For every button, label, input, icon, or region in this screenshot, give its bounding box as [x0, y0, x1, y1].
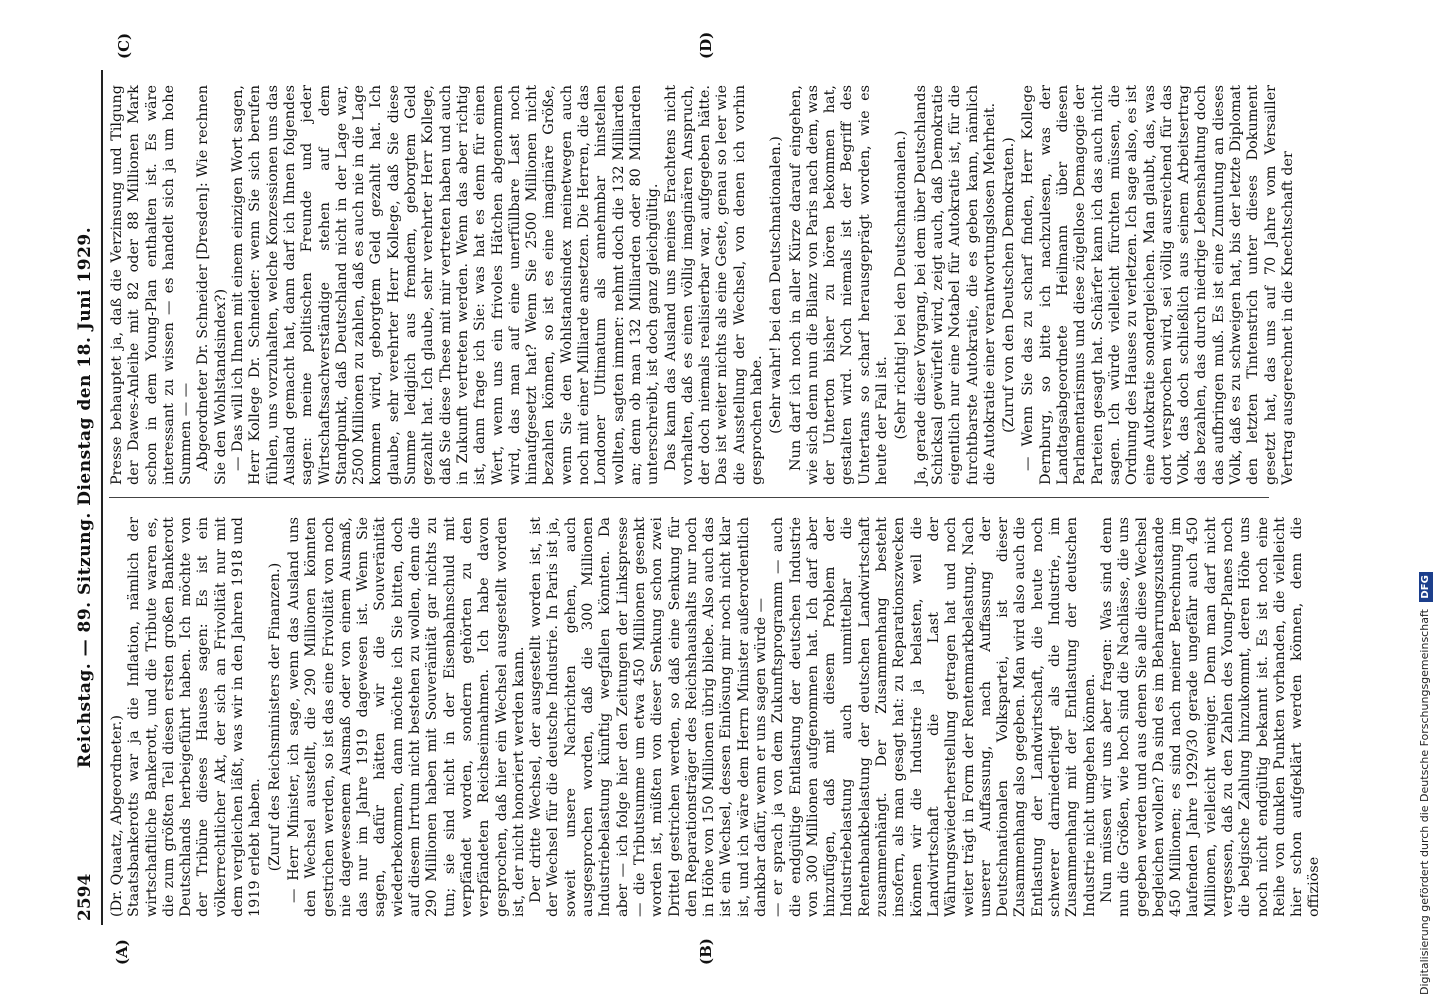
column-2-paragraph: Das kann das Ausland uns meines Erachtens nicht vorhalten, daß es einen völlig imaginären Anspruch, der doch niemals realisierbar war, aufgegeben hätte. Das ist weiter nichts als eine Geste, genau so leer wie die Ausstellung der Wechsel, von denen ich vorhin gesprochen habe. — [662, 85, 765, 485]
running-head: Reichstag. — 89. Sitzung. Dienstag den 18. Juni 1929. — [75, 226, 95, 769]
column-1-paragraph: (Dr. Quaatz, Abgeordneter.) — [109, 715, 125, 917]
page-number: 2594 — [75, 873, 95, 921]
column-2-paragraph: — Wenn Sie das zu scharf finden, Herr Kollege Dernburg, so bitte ich nachzulesen, was der Landtagsabgeordnete Heilmann über diesen Parlamentarismus und diese zügellose Demagogie der Parteien gesagt hat. Schärfer kann ich das auch nicht sagen. Ich würde vielleicht fürchten müssen, die Ordnung des Hauses zu verletzen. Ich sage also, es ist eine Autokratie sondergleichen. Man glaubt, das, was dort versprochen wird, sei völlig ausreichend für das Volk, das doch schließlich aus seinem Arbeitsertrag das bezahlen, das durch niedrige Lebenshaltung doch das aufbringen muß. Es ist eine Zumutung an dieses Volk, daß es zu schweigen hat, bis der letzte Diplomat den letzten Tintenstrich unter dieses Dokument gesetzt hat, das uns auf 70 Jahre vom Versailler Vertrag ausgerechnet in die Knechtschaft der — [1020, 85, 1296, 485]
column-2-paragraph: (Zuruf von den Deutschen Demokraten.) — [1001, 137, 1018, 433]
text-column-left — [109, 517, 1323, 917]
rotated-print-area — [75, 31, 1323, 965]
column-divider — [109, 497, 1269, 498]
column-2-paragraph: Ja, gerade dieser Vorgang, bei dem über Deutschlands Schicksal gewürfelt wird, zeigt auch, daß Demokratie eigentlich nur eine Notabel für Autokratie ist, für die furchtbarste Autokratie, die es geben kann, nämlich die Autokratie einer verantwortungslosen Mehrheit. — [912, 85, 998, 485]
column-1-paragraph: — er sprach ja von dem Zukunftsprogramm — auch die endgültige Entlastung der deutschen Industrie von 300 Millionen aufgenommen hat. Ich darf aber hinzufügen, daß mit diesem Problem der Industriebelastung auch unmittelbar die Rentenbankbelastung der deutschen Landwirtschaft zusammenhängt. Der Zusammenhang besteht insofern, als man gesagt hat: zu Reparationszwecken können wir die Industrie ja belasten, weil die Landwirtschaft die Last der Währungswiederherstellung getragen hat und noch weiter trägt in Form der Rentenmarkbelastung. Nach unserer Auffassung, nach Auffassung der Deutschnationalen Volkspartei, ist dieser Zusammenhang also gegeben. Man wird also auch die Entlastung der Landwirtschaft, die heute noch schwerer darniederliegt als die Industrie, im Zusammenhang mit der Entlastung der deutschen Industrie nicht umgehen können. — [770, 517, 1098, 917]
margin-marker-b: (B) — [697, 938, 715, 965]
page-header — [75, 70, 97, 925]
column-2-paragraph: Nun darf ich noch in aller Kürze darauf eingehen, wie sich denn nun die Bilanz von Paris nach dem, was der Unterton bisher zu hören bekommen hat, gestalten wird. Noch niemals ist der Begriff des Untertans so scharf herausgeprägt worden, wie es heute der Fall ist. — [787, 85, 891, 485]
header-rule — [101, 70, 103, 925]
margin-marker-d: (D) — [697, 31, 715, 59]
column-2-paragraph: — Das will ich Ihnen mit einem einzigen Wort sagen, Herr Kollege Dr. Schneider: wenn Sie sich berufen fühlen, uns vorzuhalten, welche Konzessionen uns das Ausland gemacht hat, dann darf ich Ihnen folgendes sagen: meine politischen Freunde und jeder Wirtschaftssachverständige stehen auf dem Standpunkt, daß Deutschland nicht in der Lage war, 2500 Millionen zu zahlen, daß es auch nie in die Lage kommen wird, geborgtem Geld gezahlt hat. Ich glaube, sehr verehrter Herr Kollege, daß Sie diese Summe lediglich aus fremdem, geborgtem Geld gezahlt hat. Ich glaube, sehr verehrter Herr Kollege, daß Sie diese These mit mir vertreten haben und auch in Zukunft vertreten werden. Wenn das aber richtig ist, dann frage ich Sie: was hat es denn für einen Wert, wenn uns ein frivoles Hätchen abgenommen wird, das man auf eine unerfüllbare Last noch hinaufgesetzt hat? Wenn Sie 2500 Millionen nicht bezahlen können, so ist es eine imaginäre Größe, wenn Sie den Wohlstandsindex meinetwegen auch noch mit einer Milliarde ansetzen. Die Herren, die das Londoner Ultimatum als annehmbar hinstellen wollten, sagten immer: nehmt doch die 132 Milliarden an; denn ob man 132 Milliarden oder 80 Milliarden unterschreibt, ist doch ganz gleichgültig. — [230, 85, 662, 485]
column-1-paragraph: Der dritte Wechsel, der ausgestellt worden ist, ist der Wechsel für die deutsche Industrie. In Paris ist ja, soweit unsere Nachrichten gehen, auch ausgesprochen worden, daß die 300 Millionen Industriebelastung künftig wegfallen könnten. Da aber — ich folge hier den Zeitungen der Linkspresse — die Tributsumme um etwa 450 Millionen gesenkt worden ist, müßten von dieser Senkung schon zwei Drittel gestrichen werden, so daß eine Senkung für den Reparationsträger des Reichshaushalts nur noch in Höhe von 150 Millionen übrig bliebe. Also auch das ist ein Wechsel, dessen Einlösung mir noch nicht klar ist, und ich wäre dem Herrn Minister außerordentlich dankbar dafür, wenn er uns sagen würde — — [528, 517, 769, 917]
margin-marker-c: (C) — [115, 32, 133, 59]
text-column-right — [109, 85, 1296, 485]
column-1-paragraph: Nun müssen wir uns aber fragen: Was sind denn nun die Größen, wie hoch sind die Nachlässe, die uns gegeben werden und aus denen Sie alle diese Wechsel begleichen wollen? Da sind es im Beharrungszustande 450 Millionen; es sind nach meiner Berechnung im laufenden Jahre 1929/30 gerade ungefähr auch 450 Millionen, vielleicht weniger. Denn man darf nicht vergessen, daß zu den Zahlen des Young-Planes noch die belgische Zahlung hinzukommt, deren Höhe uns noch nicht endgültig bekannt ist. Es ist noch eine Reihe von dunklen Punkten vorhanden, die vielleicht hier schon aufgeklärt werden können, denn die offiziöse — [1098, 517, 1323, 917]
column-2-paragraph: Presse behauptet ja, daß die Verzinsung und Tilgung der Dawes-Anleihe mit 82 oder 88 Millionen Mark schon in dem Young-Plan enthalten ist. Es wäre interessant zu wissen — es handelt sich ja um hohe Summen — — — [109, 85, 195, 485]
column-1-paragraph: — Herr Minister, ich sage, wenn das Ausland uns den Wechsel ausstellt, die 290 Millionen könnten gestrichen werden, so ist das eine Frivolität von noch nie dagewesenem Ausmaß oder von einem Ausmaß, das nur im Jahre 1919 dagewesen ist. Wenn Sie sagen, dafür hätten wir die Souveränität wiederbekommen, dann möchte ich Sie bitten, doch auf diesem Irrtum nicht bestehen zu wollen, denn die 290 Millionen haben mit Souveränität gar nichts zu tun; sie sind nicht in der Eisenbahnschuld mit verpfändet worden, sondern gehörten zu den verpfändeten Reichseinnahmen. Ich habe davon gesprochen, daß hier ein Wechsel ausgestellt worden ist, der nicht honoriert werden kann. — [285, 517, 527, 917]
margin-marker-a: (A) — [113, 939, 131, 965]
column-2-paragraph: (Sehr wahr! bei den Deutschnationalen.) — [768, 136, 785, 434]
dfg-logo: DFG — [1419, 572, 1433, 601]
column-2-paragraph: (Sehr richtig! bei den Deutschnationalen.) — [893, 130, 910, 440]
digitization-note: Digitalisierung gefördert durch die Deutsche Forschungsgemeinschaft — [1418, 609, 1431, 995]
digitization-footer — [1415, 5, 1435, 995]
column-1-paragraph: (Zuruf des Reichsministers der Finanzen.) — [266, 562, 283, 872]
column-1-paragraph: Staatsbankerotts war ja die Inflation, nämlich der wirtschaftliche Bankerott, und die Tribute waren es, die zum größten Teil diesen ersten großen Bankerott Deutschlands herbeigeführt haben. Ich möchte von der Tribüne dieses Hauses sagen: Es ist ein völkerrechtlicher Akt, der sich an Frivolität nur mit dem vergleichen läßt, was wir in den Jahren 1918 und 1919 erlebt haben. — [126, 517, 264, 917]
column-2-paragraph: Abgeordneter Dr. Schneider [Dresden]: Wie rechnen Sie den Wohlstandsindex?) — [195, 85, 229, 485]
footer-text-line — [1415, 5, 1435, 995]
